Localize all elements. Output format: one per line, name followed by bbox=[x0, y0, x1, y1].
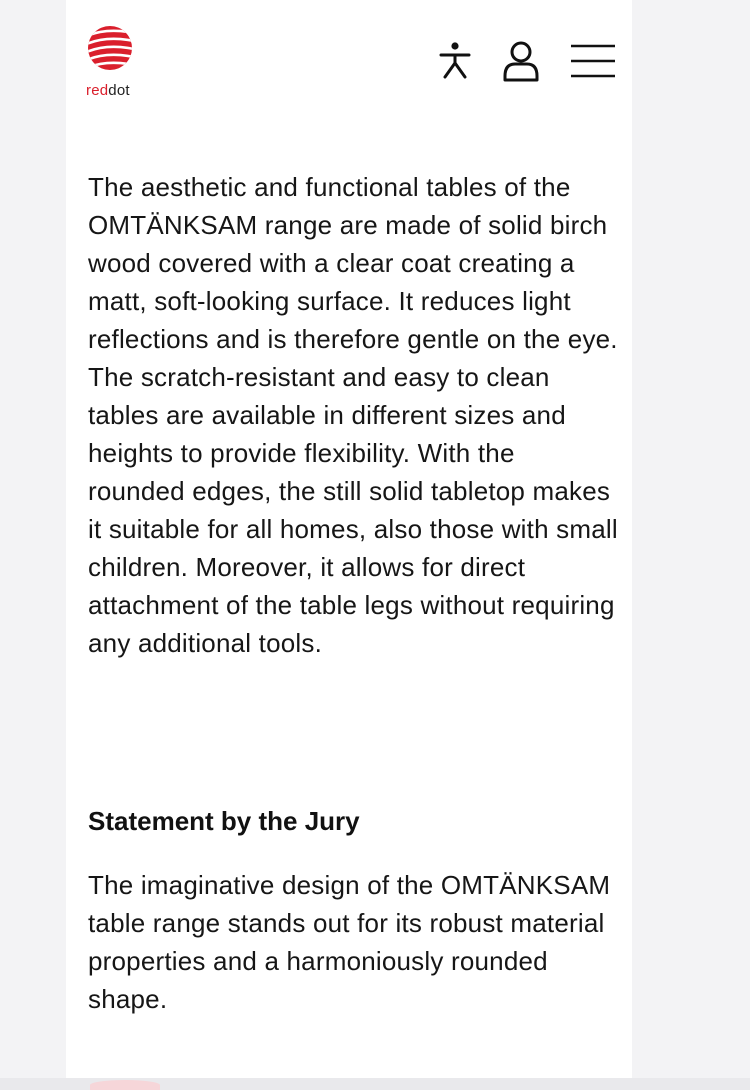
bottom-decoration bbox=[90, 1080, 160, 1090]
accessibility-icon bbox=[439, 41, 471, 81]
menu-icon bbox=[569, 42, 617, 80]
jury-statement-heading: Statement by the Jury bbox=[88, 806, 360, 836]
left-margin bbox=[0, 0, 66, 1090]
reddot-wordmark bbox=[86, 82, 130, 99]
accessibility-button[interactable] bbox=[436, 40, 474, 82]
site-header bbox=[0, 0, 750, 120]
product-description: The aesthetic and functional tables of the OMTÄNKSAM range are made of solid birch wood covered with a clear coat creating a matt, soft-looking surface. It reduces light reflections and is therefore gentle on the eye. The scratch-resistant and easy to clean tables are available in different sizes and heights to provide flexibility. With the rounded edges, the still solid tabletop makes it suitable for all homes, also those with small children. Moreover, it allows for direct attachment of the table legs without requiring any additional tools. bbox=[88, 172, 618, 658]
account-button[interactable] bbox=[500, 40, 542, 82]
product-description-section bbox=[88, 168, 618, 662]
user-icon bbox=[501, 40, 541, 82]
wordmark-dark: dot bbox=[108, 82, 130, 99]
menu-button[interactable] bbox=[568, 40, 618, 82]
jury-statement-text: The imaginative design of the OMTÄNKSAM table range stands out for its robust material properties and a harmoniously rounded shape. bbox=[88, 870, 611, 1014]
right-margin bbox=[632, 0, 750, 1090]
wordmark-red: red bbox=[86, 82, 109, 99]
reddot-logo-icon bbox=[86, 24, 134, 72]
